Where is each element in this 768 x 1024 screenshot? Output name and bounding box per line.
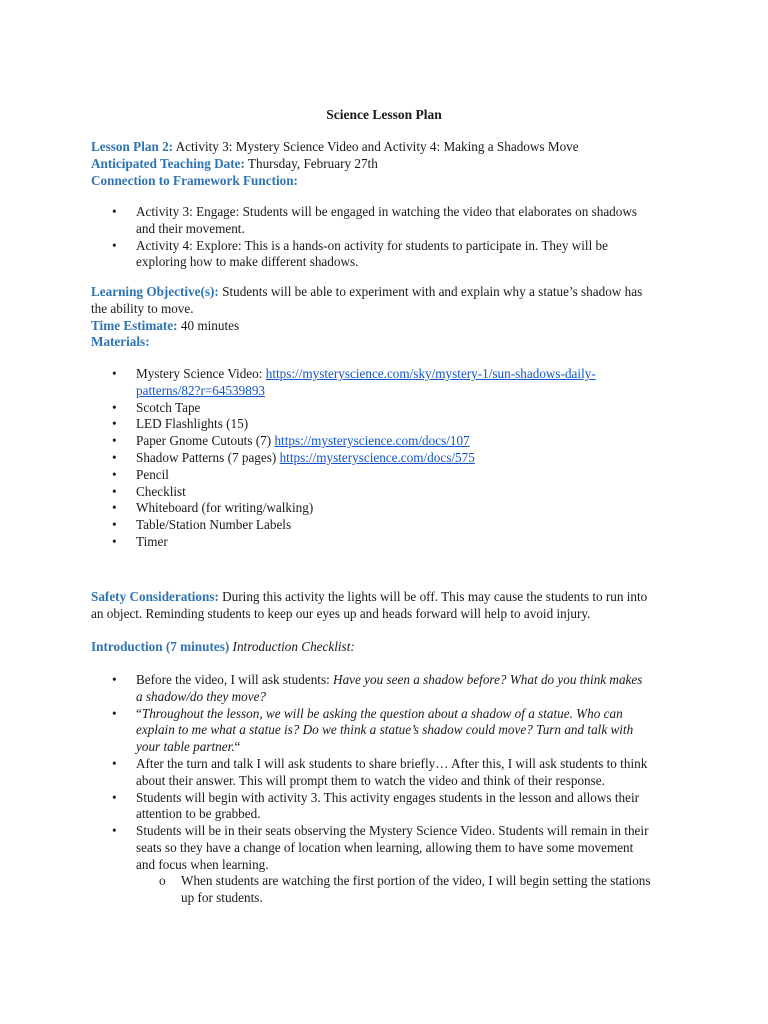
list-item [91, 500, 681, 517]
material-pencil: Pencil [136, 466, 169, 482]
introduction-label: Introduction (7 minutes) [91, 639, 230, 654]
sub-list-item [159, 873, 679, 907]
material-checklist: Checklist [136, 483, 186, 499]
material-whiteboard: Whiteboard (for writing/walking) [136, 500, 314, 516]
list-item [91, 706, 681, 756]
list-item [91, 416, 681, 433]
list-item-text: Students will begin with activity 3. This activity engages students in the lesson and allows their [136, 789, 640, 805]
sub-item-text: When students are watching the first portion of the video, I will begin setting the stations [181, 873, 651, 888]
bullet-icon: • [112, 483, 117, 499]
question-text-cont: a shadow/do they move? [136, 688, 267, 704]
list-item-text: Activity 4: Explore: This is a hands-on activity for students to participate in. They will be [136, 237, 608, 253]
quote-text-cont: explain to me what a statue is? Do we think a statue’s shadow could move? Turn and talk with [136, 722, 634, 738]
safety-block [91, 589, 677, 623]
safety-text-cont: an object. Reminding students to keep our eyes up and heads forward will help to avoid injury. [91, 605, 591, 621]
bullet-icon: • [112, 433, 117, 449]
gnome-link[interactable]: https://mysteryscience.com/docs/107 [274, 433, 470, 449]
quote-text: Throughout the lesson, we will be asking the question about a shadow of a statue. Who can [141, 705, 623, 721]
material-labels: Table/Station Number Labels [136, 517, 292, 533]
lesson-plan-label: Lesson Plan 2: [91, 139, 174, 154]
bullet-icon: • [112, 823, 117, 839]
material-flashlights: LED Flashlights (15) [136, 416, 249, 432]
list-item [91, 534, 681, 551]
list-item [91, 366, 681, 400]
introduction-block [91, 639, 677, 656]
question-text: Have you seen a shadow before? What do you think makes [333, 672, 643, 687]
bullet-icon: • [112, 416, 117, 432]
quote-mark: “ [136, 705, 142, 721]
quote-text-cont: your table partner. [136, 739, 235, 755]
material-video-label: Mystery Science Video: [136, 366, 266, 381]
bullet-icon: • [112, 789, 117, 805]
bullet-icon: • [112, 204, 117, 219]
list-item [91, 238, 681, 272]
circle-bullet-icon: o [159, 873, 166, 888]
introduction-list [91, 672, 681, 874]
quote-mark: “ [234, 739, 241, 755]
materials-list [91, 366, 681, 551]
list-item-text: After the turn and talk I will ask students to share briefly… After this, I will ask students to think [136, 755, 648, 771]
list-item-text: seats so they have a change of location when learning, allowing them to have some movement [136, 839, 634, 855]
sub-item-text: up for students. [181, 889, 263, 905]
list-item [91, 484, 681, 501]
framework-connection-label: Connection to Framework Function: [91, 172, 298, 188]
list-item-text: Students will be in their seats observing the Mystery Science Video. Students will remain in their [136, 823, 649, 839]
list-item-text: and their movement. [136, 220, 245, 236]
materials-label: Materials: [91, 334, 150, 350]
list-item [91, 790, 681, 824]
list-item [91, 400, 681, 417]
lesson-plan-line [91, 139, 677, 156]
document-title: Science Lesson Plan [326, 107, 442, 122]
teaching-date-line [91, 156, 677, 173]
video-link[interactable]: https://mysteryscience.com/sky/mystery-1/sun-shadows-daily- [265, 366, 596, 381]
lesson-plan-value: Activity 3: Mystery Science Video and Activity 4: Making a Shadows Move [173, 139, 579, 154]
list-item-text: and focus when learning. [136, 856, 269, 872]
material-timer: Timer [136, 533, 168, 549]
material-tape: Scotch Tape [136, 399, 201, 415]
list-item-text: exploring how to make different shadows. [136, 254, 359, 270]
bullet-icon: • [112, 705, 117, 721]
list-item-text: about their answer. This will prompt them to watch the video and think of their response. [136, 772, 605, 788]
bullet-icon: • [112, 366, 117, 381]
lesson-header [91, 139, 677, 189]
bullet-icon: • [112, 237, 117, 253]
bullet-icon: • [112, 466, 117, 482]
video-link-cont[interactable]: patterns/82?r=64539893 [136, 382, 266, 398]
bullet-icon: • [112, 449, 117, 465]
objective-block [91, 284, 677, 351]
framework-list [91, 204, 681, 271]
safety-label: Safety Considerations: [91, 589, 219, 604]
time-estimate-value: 40 minutes [177, 317, 240, 333]
list-item [91, 517, 681, 534]
objective-label: Learning Objective(s): [91, 284, 219, 299]
material-patterns-label: Shadow Patterns (7 pages) [136, 449, 280, 465]
list-item [91, 204, 681, 238]
time-estimate-label: Time Estimate: [91, 317, 178, 333]
bullet-icon: • [112, 672, 117, 687]
teaching-date-label: Anticipated Teaching Date: [91, 155, 245, 171]
bullet-icon: • [112, 500, 117, 516]
list-item [91, 823, 681, 873]
list-item-text: Before the video, I will ask students: [136, 672, 334, 687]
bullet-icon: • [112, 755, 117, 771]
material-gnome-label: Paper Gnome Cutouts (7) [136, 433, 275, 449]
introduction-checklist: Introduction Checklist: [229, 639, 355, 654]
safety-text: During this activity the lights will be off. This may cause the students to run into [218, 589, 648, 604]
list-item-text: Activity 3: Engage: Students will be engaged in watching the video that elaborates on shadows [136, 204, 638, 219]
bullet-icon: • [112, 533, 117, 549]
bullet-icon: • [112, 517, 117, 533]
objective-text: Students will be able to experiment with and explain why a statue’s shadow has [218, 284, 643, 299]
list-item [91, 672, 681, 706]
list-item [91, 756, 681, 790]
patterns-link[interactable]: https://mysteryscience.com/docs/575 [279, 449, 475, 465]
teaching-date-value: Thursday, February 27th [244, 155, 378, 171]
bullet-icon: • [112, 399, 117, 415]
list-item [91, 467, 681, 484]
list-item [91, 450, 681, 467]
list-item [91, 433, 681, 450]
list-item-text: attention to be grabbed. [136, 806, 261, 822]
objective-text-cont: the ability to move. [91, 300, 194, 316]
